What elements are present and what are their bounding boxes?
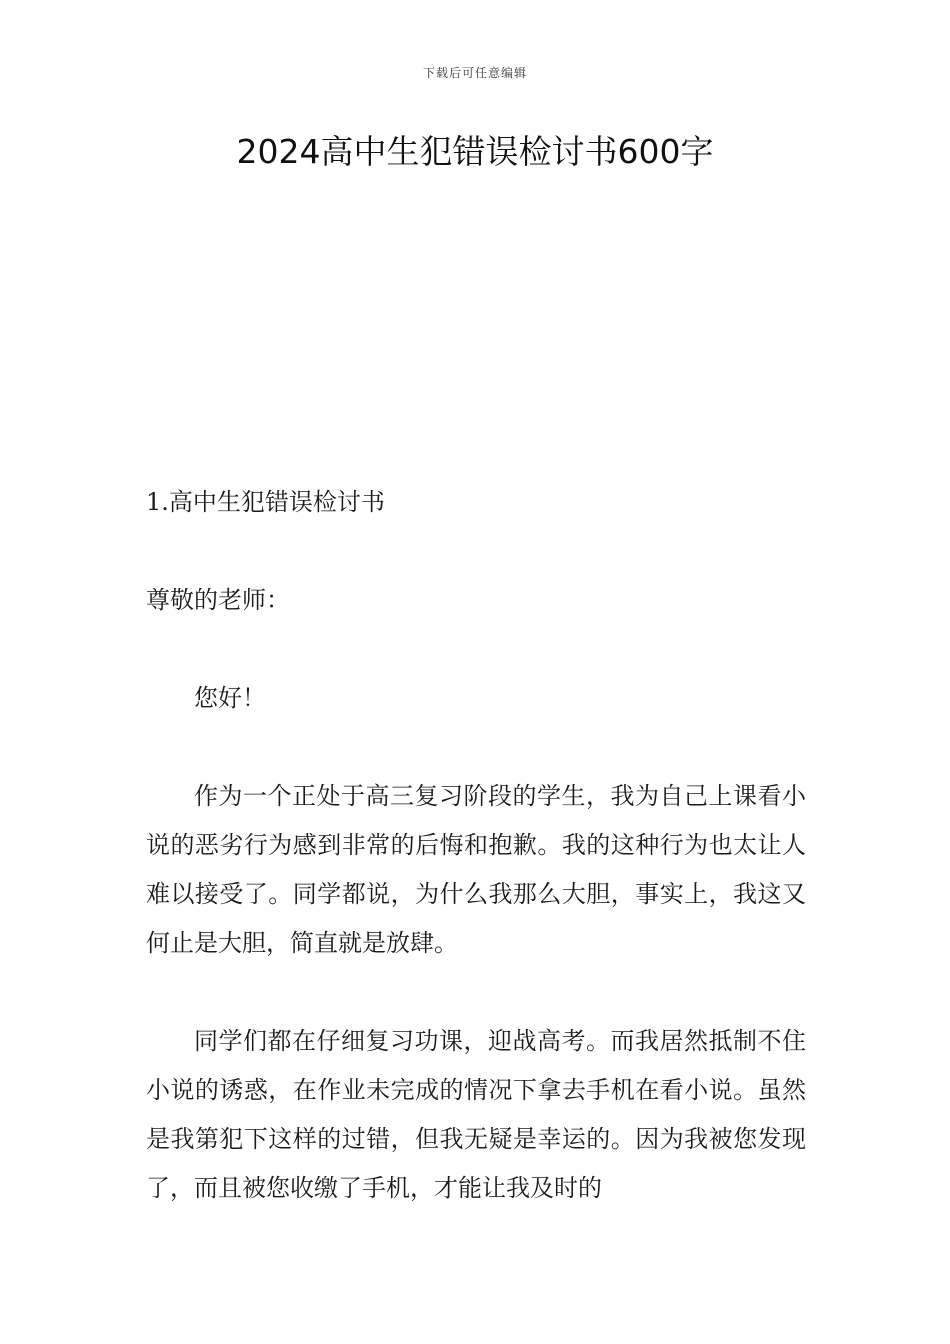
greeting: 您好！ bbox=[194, 684, 266, 712]
body-paragraph: 作为一个正处于高三复习阶段的学生，我为自己上课看小说的恶劣行为感到非常的后悔和抱歉。我的这种行为也太让人难以接受了。同学都说，为什么我那么大胆，事实上，我这又何止是大胆，简直就是放肆。 bbox=[146, 782, 806, 957]
header-note: 下载后可任意编辑 bbox=[422, 66, 527, 80]
body-paragraph: 同学们都在仔细复习功课，迎战高考。而我居然抵制不住小说的诱惑，在作业未完成的情况下拿去手机在看小说。虽然是我第犯下这样的过错，但我无疑是幸运的。因为我被您发现了，而且被您收缴了手机，才能让我及时的 bbox=[146, 1027, 806, 1202]
section-heading: 1.高中生犯错误检讨书 bbox=[146, 488, 385, 516]
document-title: 2024高中生犯错误检讨书600字 bbox=[236, 132, 714, 171]
salutation: 尊敬的老师： bbox=[146, 586, 290, 614]
document-body bbox=[146, 478, 806, 1262]
